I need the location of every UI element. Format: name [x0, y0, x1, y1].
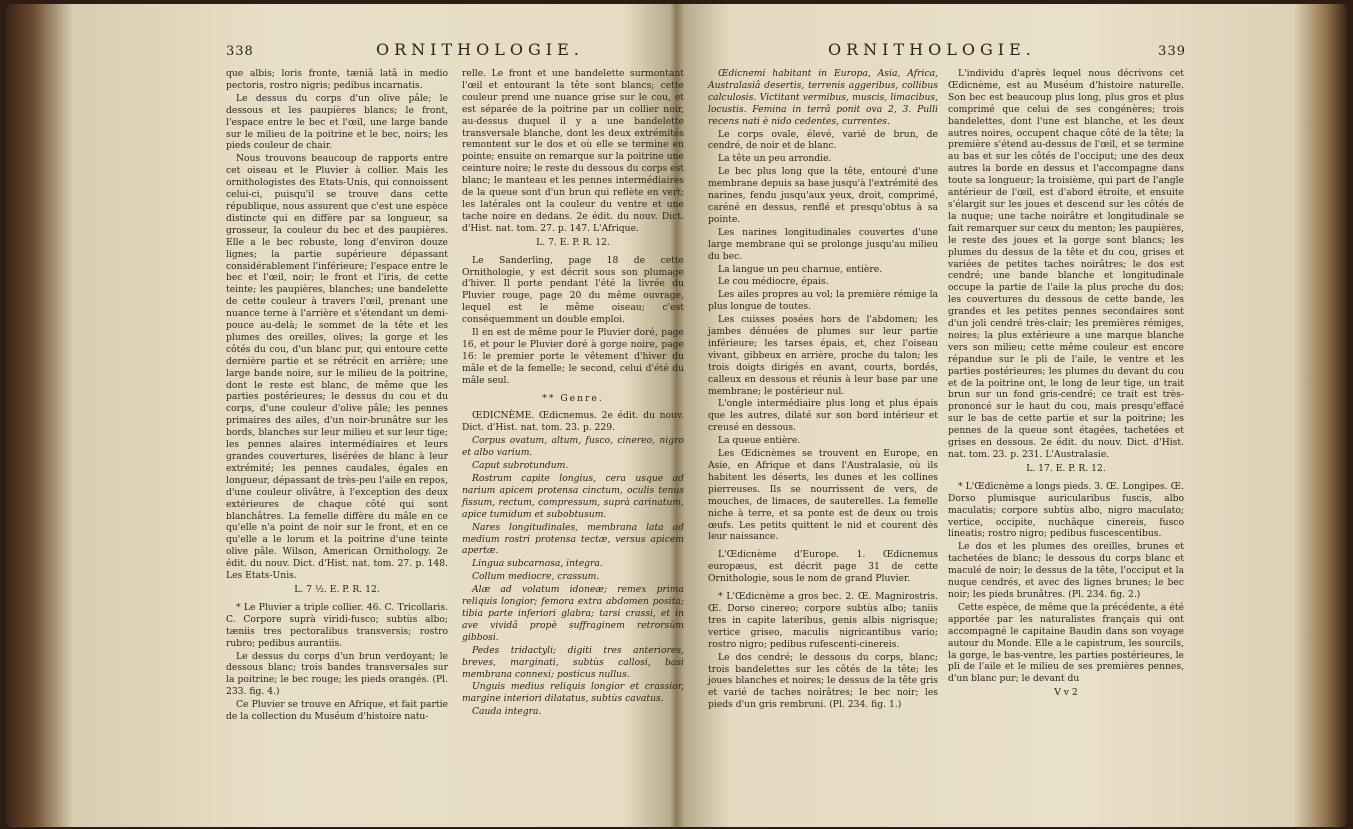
paragraph: Les narines longitudinales couvertes d'une large membrane qui se prolonge jusqu'au milieu du bec.	[708, 226, 938, 262]
paragraph: Les Œdicnèmes se trouvent en Europe, en Asie, en Afrique et dans l'Australasie, où ils habitent les déserts, les dunes et les collines pierreuses. Ils se nourrissent de vers, de mouches, de limaces, de sauterelles. La femelle niche à terre, et sa ponte est de deux ou trois œufs. Les petits quittent le nid et courent dès leur naissance.	[708, 448, 938, 543]
paragraph: Lingua subcarnosa, integra.	[472, 558, 603, 570]
paragraph: * L'Œdicnème a gros bec. 2. Œ. Magnirostris. Œ. Dorso cinereo; corpore subtùs albo; taniis tres in capite lateribus, genis albis nigrisque; vertice griseo, maculis nigricantibus vario; rostro nigro; pedibus rufescenti-cinereis.	[708, 591, 938, 650]
paragraph: Le bec plus long que la tête, entouré d'une membrane depuis sa base jusqu'à l'extrémité des narines, fendu jusqu'aux yeux, droit, comprimé, caréné en dessus, renflé et presqu'obtus à sa pointe.	[708, 166, 938, 225]
right-running-head	[708, 40, 1186, 64]
right-column-1	[708, 68, 938, 712]
paragraph: Corpus ovatum, altum, fusco, cinereo, nigro et albo varium.	[462, 435, 684, 459]
paragraph: La tête un peu arrondie.	[718, 153, 832, 165]
book-spread	[6, 4, 1347, 827]
paragraph: Pedes tridactyli; digiti tres anteriores, breves, marginati, subtùs callosi, basi membrana connexi; posticus nullus.	[462, 644, 684, 680]
paragraph: Le dos et les plumes des oreilles, brunes et tachetées de blanc; le dessous du corps blanc et maculé de noir; le dessus de la tête, l'occiput et la nuque cendrés, et avec des lignes brunes; le bec noir; les pieds brunâtres. (Pl. 234. fig. 2.)	[948, 541, 1184, 600]
left-running-title: ORNITHOLOGIE.	[376, 40, 584, 59]
right-page-number: 339	[1158, 44, 1186, 59]
paragraph: Le dessus du corps d'un olive pâle; le dessous et les paupières blancs; le front, l'espace entre le bec et l'œil, une large bande sur le milieu de la poitrine et le bec, noirs; les pieds couleur de chair.	[226, 92, 448, 152]
paragraph: * L'Œdicnème a longs pieds. 3. Œ. Longipes. Œ. Dorso plumisque auricularibus fuscis, albo maculatis; corpore subtùs albo, nigro maculato; vertice, occipite, nuchâque cinereis, fusco lineatis; rostro nigro; pedibus fuscescentibus.	[948, 480, 1184, 540]
paragraph: L'ongle intermédiaire plus long et plus épais que les autres, dilaté sur son bord intérieur et creusé en dessous.	[708, 398, 938, 434]
paragraph: * Le Pluvier a triple collier. 46. C. Tricollaris. C. Corpore suprà viridi-fusco; subtùs albo; tæniis tres pectoralibus transversis; rostro rubro; pedibus aurantiis.	[226, 601, 448, 649]
paragraph: Nous trouvons beaucoup de rapports entre cet oiseau et le Pluvier à collier. Mais les ornithologistes des Etats-Unis, qui connoissent celui-ci, puisqu'il se trouve dans cette république, nous assurent que c'est une espèce distincte qui en diffère par sa longueur, sa grosseur, la couleur du bec et des paupières. Elle a le bec robuste, long d'environ douze lignes; la partie supérieure dépassant considérablement l'inférieure; l'espace entre le bec et l'œil, noir; le front et l'iris, de cette teinte; les paupières, blanches; une bandelette de cette couleur à travers l'œil, prenant une nuance terne à l'arrière et s'étendant un demi-pouce au-delà; le sommet de la tête et les plumes des oreilles, olives; la gorge et les côtés du cou, d'un blanc pur, qui entoure cette dernière partie et se rétrécit en arrière; une large bande noire, sur le milieu de la poitrine, dont le reste est blanc, de même que les parties postérieures; le dessus du cou et du corps, d'une couleur d'olive pâle; les pennes primaires des ailes, d'un noir-brunâtre sur les bords, blanches sur leur milieu et sur leur tige; les pennes alaires intermédiaires et leurs grandes couvertures, lisérées de blanc à leur extrémité; les pennes caudales, égales en longueur, dépassant de très-peu l'aile en repos, d'une couleur olivâtre, à l'exception des deux extérieures de chaque côté qui sont blanchâtres. La femelle diffère du mâle en ce qu'elle n'a point de noir sur le front, et en ce qu'elle a le lorum et la poitrine d'une teinte olive pâle. Wilson, American Ornithology. 2e édit. du nouv. Dict. d'Hist. nat. tom. 27. p. 148. Les Etats-Unis.	[226, 153, 448, 582]
paragraph: ŒDICNÈME. Œdicnemus. 2e édit. du nouv. Dict. d'Hist. nat. tom. 23. p. 229.	[462, 410, 684, 434]
paragraph: Collum mediocre, crassum.	[472, 571, 600, 583]
left-running-head	[226, 40, 694, 64]
paragraph: V v 2	[1054, 687, 1078, 699]
left-page-number: 338	[226, 44, 254, 59]
left-column-2	[462, 68, 684, 719]
paragraph: ** Genre.	[542, 392, 604, 404]
paragraph: Unguis medius reliquis longior et crassior, margine interiori dilatatus, subtùs cavatus.	[462, 681, 684, 705]
paragraph: Le dos cendré; le dessous du corps, blanc; trois bandelettes sur les côtés de la tête; les joues blanches et noires; le dessus de la tête gris et varié de taches noirâtres; le bec noir; les pieds d'un gris rembruni. (Pl. 234. fig. 1.)	[708, 651, 938, 711]
paragraph: Cauda integra.	[472, 706, 542, 718]
paragraph: L. 7 ½. E. P. R. 12.	[294, 583, 380, 595]
paragraph: Les ailes propres au vol; la première rémige la plus longue de toutes.	[708, 289, 938, 313]
paragraph: L'individu d'après lequel nous décrivons cet Œdicnème, est au Muséum d'histoire naturelle. Son bec est beaucoup plus long, plus gros et plus comprimé que celui de ses congénères; trois bandelettes, dont l'une est blanche, et les deux autres noires, occupent chaque côté de la tête; la première s'étend au-dessus de l'œil, et se termine au bas et sur les côtés de l'occiput; une des deux autres la borde en dessus et l'accompagne dans toute sa longueur; la troisième, qui part de l'angle antérieur de l'œil, est d'abord étroite, et ensuite s'élargit sur les joues et descend sur les côtés de la nuque; une tache noirâtre et longitudinale se fait remarquer sur ceux du menton; les paupières, le reste des joues et la gorge sont blancs; les plumes du dessus de la tête et du cou, grises et variées de petites taches noirâtres; le dos est cendré; une bande blanche et longitudinale occupe la partie de l'aile la plus proche du dos; les couvertures du dessous de cette bande, les grandes et les petites pennes secondaires sont d'un joli cendré très-clair; les premières rémiges, noires; la plus extérieure a une marque blanche vers son milieu; cette même couleur est encore répandue sur le pli de l'aile, le ventre et les parties postérieures; les plumes du devant du cou et de la poitrine ont, le long de leur tige, un trait brun sur un fond gris-cendré; ce trait est très-prononcé sur le haut du cou, mais presqu'effacé sur le bas de cette partie et sur la poitrine; les pennes de la queue sont étagées, tachetées et grises en dessous. 2e édit. du nouv. Dict. d'Hist. nat. tom. 23. p. 231. L'Australasie.	[948, 68, 1184, 460]
paragraph: L'Œdicnème d'Europe. 1. Œdicnemus europæus, est décrit page 31 de cette Ornithologie, sous le nom de grand Pluvier.	[708, 549, 938, 585]
left-column-1	[226, 68, 448, 724]
paragraph: Le dessus du corps d'un brun verdoyant; le dessous blanc; trois bandes transversales sur la poitrine; le bec rouge; les pieds orangés. (Pl. 233. fig. 4.)	[226, 650, 448, 698]
paragraph: La queue entière.	[718, 435, 801, 447]
paragraph: Rostrum capite longius, cera usque ad narium apicem protensa cinctum, oculis tenus fissum, rectum, compressum, suprà carinatum, apice tumidum et subobtusum.	[462, 473, 684, 520]
paragraph: Le corps ovale, élevé, varié de brun, de cendré, de noir et de blanc.	[708, 128, 938, 152]
paragraph: Caput subrotundum.	[472, 460, 569, 472]
paragraph: que albis; loris fronte, tæniâ latâ in medio pectoris, rostro nigris; pedibus incarnatis.	[226, 68, 448, 91]
paragraph: L. 17. E. P. R. 12.	[1026, 462, 1106, 474]
paragraph: Ce Pluvier se trouve en Afrique, et fait partie de la collection du Muséum d'histoire natu-	[226, 699, 448, 723]
paragraph: Les cuisses posées hors de l'abdomen; les jambes dénuées de plumes sur leur partie inférieure; les tarses épais, et, chez l'oiseau vivant, gibbeux en arrière, proche du talon; les trois doigts dirigés en avant, courts, bordés, calleux en dessous et réunis à leur base par une membrane; le postérieur nul.	[708, 314, 938, 397]
paragraph: Le Sanderling, page 18 de cette Ornithologie, y est décrit sous son plumage d'hiver. Il porte pendant l'été la livrée du Pluvier rouge, page 20 du même ouvrage, lequel est le même oiseau; c'est conséquemment un double emploi.	[462, 254, 684, 326]
paragraph: La langue un peu charnue, entière.	[718, 263, 883, 275]
right-running-title: ORNITHOLOGIE.	[828, 40, 1036, 59]
paragraph: Il en est de même pour le Pluvier doré, page 16, et pour le Pluvier doré à gorge noire, page 16: le premier porte le vêtement d'hiver du mâle et de la femelle; le second, celui d'été du mâle seul.	[462, 327, 684, 386]
paragraph: Œdicnemi habitant in Europa, Asia, Africa, Australasiâ desertis, terrenis aggeribus, collibus calculosis. Victitant vermibus, muscis, limacibus, locustis. Femina in terrâ ponit ova 2, 3. Pulli recens nati è nido cedentes, currentes.	[708, 68, 938, 127]
paragraph: relle. Le front et une bandelette surmontant l'œil et entourant la tête sont blancs; cette couleur prend une nuance grise sur le cou, et est séparée de la poitrine par un collier noir, au-dessus duquel il y a une bandelette transversale blanche, dont les deux extrémités remontent sur le dos et où elle se termine en pointe; ensuite on remarque sur la poitrine une ceinture noire; le reste du dessous du corps est blanc; le manteau et les pennes intermédiaires de la queue sont d'un brun qui reflète en vert; les latérales ont la couleur du ventre et une tache noire en dedans. 2e édit. du nouv. Dict. d'Hist. nat. tom. 27. p. 147. L'Afrique.	[462, 68, 684, 234]
right-column-2	[948, 68, 1184, 703]
paragraph: Cette espèce, de même que la précédente, a été apportée par les naturalistes français qui ont accompagné le capitaine Baudin dans son voyage autour du Monde. Elle a le capistrum, les sourcils, la gorge, le bas-ventre, les parties postérieures, le pli de l'aile et le milieu de ses premières pennes, d'un blanc pur; le devant du	[948, 601, 1184, 685]
paragraph: Alæ ad volatum idoneæ; remex prima reliquis longior; femora extra abdomen posita; tibia parte inferiori glabra; tarsi crassi, et in ave vividâ propè suffraginem retrorsùm gibbosi.	[462, 584, 684, 643]
paragraph: Nares longitudinales, membrana lata ad medium rostri protensa tectæ, versus apicem apertæ.	[462, 521, 684, 557]
paragraph: L. 7. E. P. R. 12.	[536, 236, 610, 248]
paragraph: Le cou médiocre, épais.	[718, 276, 829, 288]
